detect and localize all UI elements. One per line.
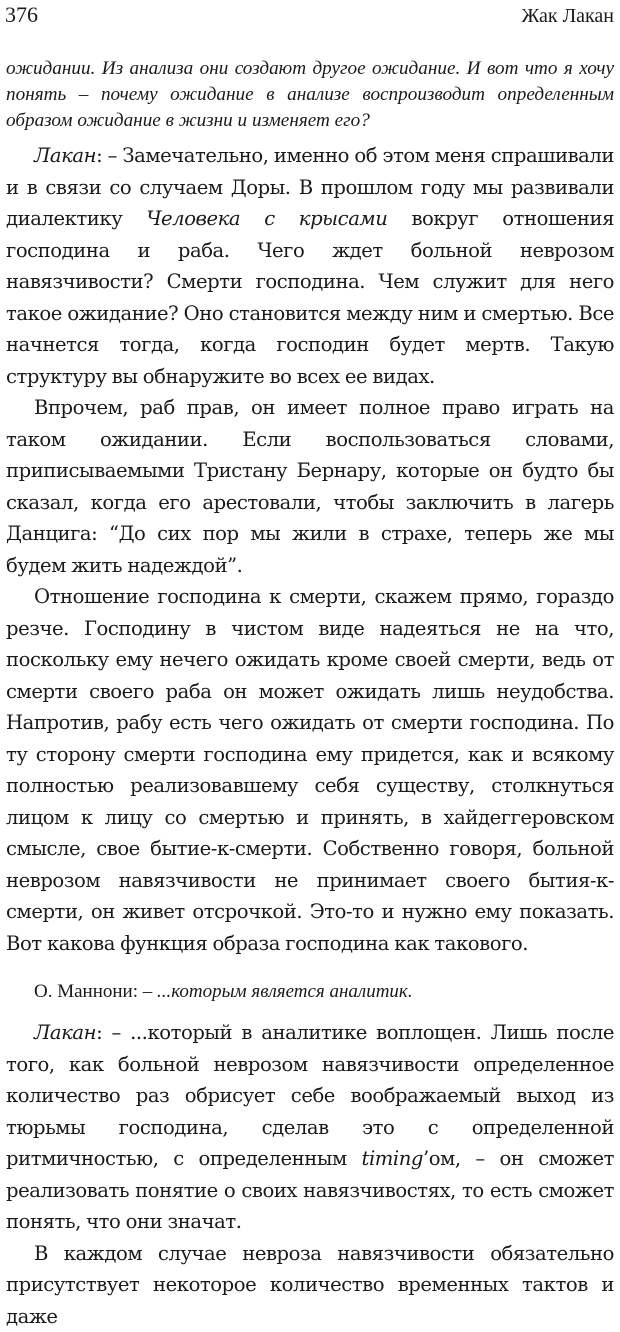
page-number: 376 xyxy=(5,2,38,28)
running-title: Жак Лакан xyxy=(522,5,614,28)
body-text xyxy=(6,56,614,1332)
remark-text: ...которым является аналитик. xyxy=(157,981,413,1002)
paragraph-lacan-1 xyxy=(6,140,614,392)
paragraph-text: : – ...который в аналитике воплощен. Лишь после того, как больной неврозом навязчивости определенное количество раз обрисует себе воображаемый выход из тюрьмы господина, сделав это с определенной ритмичностью, с определенным xyxy=(6,1021,614,1170)
page-header xyxy=(5,2,614,32)
italic-term: timing xyxy=(362,1147,423,1170)
paragraph-5: В каждом случае невроза навязчивости обязательно присутствует некоторое количество временных тактов и даже xyxy=(6,1238,614,1332)
speaker-name: О. Маннони: – xyxy=(34,981,157,1002)
mannoni-remark xyxy=(6,979,614,1005)
speaker-name: Лакан xyxy=(34,1021,96,1044)
speaker-name: Лакан xyxy=(34,144,96,167)
paragraph-text: : – Замечательно, именно об этом меня спрашивали и в связи со случаем Доры. В прошлом году мы развивали диалектику xyxy=(6,144,614,230)
paragraph-2: Впрочем, раб прав, он имеет полное право играть на таком ожидании. Если воспользоваться словами, приписываемыми Тристану Бернару, которые он будто бы сказал, когда его арестовали, чтобы заключить в лагерь Данцига: “До сих пор мы жили в страхе, теперь же мы будем жить надеждой”. xyxy=(6,392,614,581)
italic-title: Человека с крысами xyxy=(146,207,387,230)
question-paragraph: ожидании. Из анализа они создают другое ожидание. И вот что я хочу понять – почему ожидание в анализе воспроизводит определенным образом ожидание в жизни и изменяет его? xyxy=(6,56,614,134)
paragraph-text: ’ом, – он сможет реализовать понятие о своих навязчивостях, то есть сможет понять, что они значат. xyxy=(6,1147,614,1233)
paragraph-text: вокруг отношения господина и раба. Чего ждет больной неврозом навязчивости? Смерти господина. Чем служит для него такое ожидание? Оно становится между ним и смертью. Все начнется тогда, когда господин будет мертв. Такую структуру вы обнаружите во всех ее видах. xyxy=(6,207,614,388)
paragraph-lacan-2 xyxy=(6,1017,614,1238)
paragraph-3: Отношение господина к смерти, скажем прямо, гораздо резче. Господину в чистом виде надеяться не на что, поскольку ему нечего ожидать кроме своей смерти, ведь от смерти своего раба он может ожидать лишь неудобства. Напротив, рабу есть чего ожидать от смерти господина. По ту сторону смерти господина ему придется, как и всякому полностью реализовавшему себя существу, столкнуться лицом к лицу со смертью и принять, в хайдеггеровском смысле, свое бытие-к-смерти. Собственно говоря, больной неврозом навязчивости не принимает своего бытия-к-смерти, он живет отсрочкой. Это-то и нужно ему показать. Вот какова функция образа господина как такового. xyxy=(6,581,614,959)
